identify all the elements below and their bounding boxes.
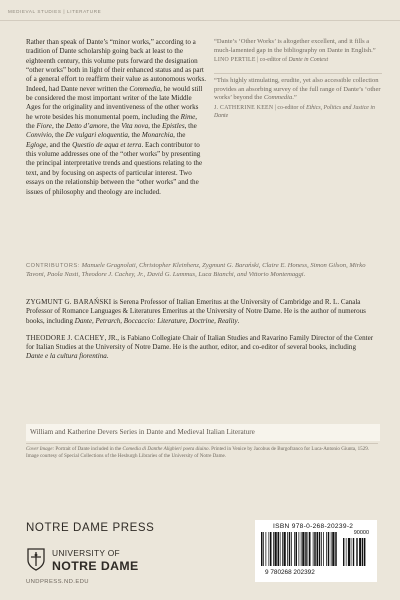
contributors bbox=[26, 262, 374, 279]
publisher-name: NOTRE DAME PRESS bbox=[26, 522, 155, 534]
credits-text-a: Portrait of Dante included in the bbox=[54, 446, 123, 452]
university-logo bbox=[26, 545, 206, 575]
barcode-bar bbox=[331, 532, 332, 566]
series-banner: William and Katherine Devers Series in Dante and Medieval Italian Literature bbox=[26, 424, 380, 441]
blurb-1-book: Dante in Context bbox=[288, 57, 329, 64]
work-title: Fiore bbox=[36, 122, 52, 131]
barcode-bar bbox=[305, 532, 307, 566]
subject-kicker: MEDIEVAL STUDIES | LITERATURE bbox=[8, 9, 102, 14]
work-title: Epistles bbox=[162, 122, 185, 131]
addon-bar bbox=[351, 538, 352, 566]
credits-text-b: . Printed in Venice by Jacobus de Burgofranco for Luca-Antonio Giunta, 1529. Image courtesy of Special Collections of the Hesburgh Libraries of the University of Notre Dame. bbox=[26, 446, 370, 459]
bio-2-name: THEODORE J. CACHEY bbox=[26, 333, 105, 342]
addon-bar bbox=[343, 538, 344, 566]
bio-cachey bbox=[26, 334, 374, 362]
barcode-bar bbox=[328, 532, 330, 566]
bio-2-text-b: . bbox=[106, 352, 109, 361]
description-fragment: , and the bbox=[46, 140, 73, 149]
contributors-label: CONTRIBUTORS: bbox=[26, 263, 81, 269]
barcode-bar bbox=[261, 532, 263, 566]
blurb-divider bbox=[214, 73, 382, 74]
blurb-1-attribution bbox=[214, 57, 382, 65]
price-addon: 90000 bbox=[353, 530, 369, 536]
description-fragment: , the bbox=[127, 131, 142, 140]
barcode-bar bbox=[296, 532, 298, 566]
top-header bbox=[0, 0, 400, 22]
blurb-1-author: LINO PERTILE bbox=[214, 57, 256, 64]
bio-1-text-b: . bbox=[237, 316, 240, 325]
blurb-1-role: | co-editor of bbox=[255, 57, 289, 64]
barcode-bar bbox=[299, 532, 300, 566]
credits-label: Cover Image: bbox=[26, 446, 55, 452]
bio-1-title: Dante, Petrarch, Boccaccio: Literature, Doctrine, Reality bbox=[74, 316, 238, 325]
editor-bios bbox=[26, 298, 374, 370]
barcode-bar bbox=[321, 532, 322, 566]
barcode-bar bbox=[280, 532, 281, 566]
work-title: Monarchia bbox=[141, 131, 174, 140]
barcode-bar bbox=[326, 532, 327, 566]
barcode-bar bbox=[289, 532, 291, 566]
blurbs-column bbox=[214, 38, 382, 128]
university-line-1: UNIVERSITY OF bbox=[52, 548, 120, 558]
description-fragment: , the bbox=[26, 112, 198, 131]
description-fragment: , the bbox=[51, 122, 66, 131]
barcode-bar bbox=[275, 532, 277, 566]
description-fragment: Rather than speak of Dante’s “minor works,” according to a tradition of Dante scholarship going back at least to the eighteenth century, this volume puts forward the designation “other works” both in light of their enhanced status and as part of a general effort to reaffirm their value as autonomous works. Indeed, had Dante never written the bbox=[26, 38, 206, 93]
bio-1-name: ZYGMUNT G. BARAŃSKI bbox=[26, 298, 112, 306]
description-fragment: , he would still be considered the most important writer of the late Middle Ages for the originality and inventiveness of the other works he wrote besides his monumental poem, including the bbox=[26, 84, 203, 121]
blurb-2-attribution bbox=[214, 105, 382, 120]
barcode-bar bbox=[273, 532, 274, 566]
barcode-bar bbox=[270, 532, 272, 566]
university-line-2: NOTRE DAME bbox=[52, 559, 139, 573]
work-title: Detto d’amore bbox=[65, 122, 108, 131]
work-title: Questio de aqua et terra bbox=[72, 140, 142, 149]
contributors-names: Manuele Gragnolati, Christopher Kleinhenz, Zygmunt G. Barański, Claire E. Honess, Simon Gilson, Mirko Tavoni, Paola Nasti, Theodore J. Cachey, Jr., David G. Lummus, Luca Bianchi, and Vittorio Montemaggi. bbox=[26, 262, 366, 278]
barcode-bar bbox=[302, 532, 304, 566]
blurb-1-text: “Dante’s ‘Other Works’ is altogether excellent, and it fills a much-lamented gap in the bibliography on Dante in English.” bbox=[214, 38, 376, 54]
addon-bar bbox=[353, 538, 354, 566]
header-rule bbox=[0, 20, 400, 21]
barcode-bar bbox=[308, 532, 309, 566]
barcode-bar bbox=[319, 532, 321, 566]
description-fragment: , the bbox=[148, 122, 163, 131]
barcode-bar bbox=[294, 532, 295, 566]
addon-bar bbox=[348, 538, 350, 566]
work-title: Vita nova bbox=[121, 122, 149, 131]
barcode-bar bbox=[323, 532, 324, 566]
series-rule bbox=[26, 443, 378, 444]
blurb-2-author: J. CATHERINE KEEN bbox=[214, 105, 274, 112]
barcode-bar bbox=[263, 532, 264, 566]
barcode-bar bbox=[291, 532, 292, 566]
description-fragment: , the bbox=[184, 122, 197, 131]
credits-title: Comedia di Danthe Alighieri poeta diuino bbox=[122, 446, 209, 452]
barcode-bar bbox=[314, 532, 316, 566]
work-title: Convivio bbox=[26, 131, 52, 140]
addon-bar bbox=[362, 538, 363, 566]
blurb-2-book: Ethics, Politics and Justice in Dante bbox=[214, 105, 375, 119]
barcode-bar bbox=[278, 532, 280, 566]
barcode-bar bbox=[287, 532, 288, 566]
barcode-bar bbox=[301, 532, 302, 566]
blurb-1 bbox=[214, 38, 382, 65]
cover-credits bbox=[26, 446, 374, 459]
work-title: Rime bbox=[180, 112, 196, 121]
barcode-bars bbox=[261, 532, 371, 568]
description-fragment: . Each contributor to this volume addresses one of the “other works” by presenting the principal interpretative trends and questions relating to the text, and by focusing on aspects of particular interest. Two essays on the relationship between the “other works” and the issues of philosophy and theology are included. bbox=[26, 140, 203, 196]
work-title: De vulgari eloquentia bbox=[65, 131, 128, 140]
blurb-2 bbox=[214, 77, 382, 120]
barcode-bar bbox=[335, 532, 337, 566]
addon-bar bbox=[359, 538, 361, 566]
barcode-bar bbox=[332, 532, 334, 566]
barcode-number: 9 780268 202392 bbox=[265, 569, 315, 576]
addon-bar bbox=[346, 538, 347, 566]
isbn-label: ISBN 978-0-268-20239-2 bbox=[273, 523, 354, 530]
barcode-bar bbox=[269, 532, 270, 566]
barcode-bar bbox=[309, 532, 311, 566]
description-fragment: , the bbox=[107, 122, 122, 131]
bio-1-text-a: is Serena Professor of Italian Emeritus at the University of Cambridge and R. L. Canala Professor of Romance Languages & Literatures Emeritus at the University of Notre Dame. He is the author of numerous books, including bbox=[26, 298, 366, 325]
work-title: Commedia bbox=[129, 84, 161, 93]
university-seal-icon bbox=[26, 547, 46, 571]
blurb-2-text-title: Commedia bbox=[263, 94, 293, 102]
blurb-2-text-c: .” bbox=[292, 94, 297, 102]
barcode-bar bbox=[282, 532, 283, 566]
barcode-bar bbox=[284, 532, 286, 566]
blurb-2-text-a: “This highly stimulating, erudite, yet also accessible collection provides an absorbing survey of the full range of Dante’s ‘other works’ beyond the bbox=[214, 77, 381, 102]
addon-bar bbox=[364, 538, 365, 566]
barcode-bar bbox=[317, 532, 319, 566]
description-text bbox=[26, 38, 206, 197]
work-title: Egloge bbox=[26, 140, 47, 149]
addon-bar bbox=[356, 538, 357, 566]
barcode-bar bbox=[266, 532, 267, 566]
publisher-url[interactable]: UNDPRESS.ND.EDU bbox=[26, 579, 89, 585]
description-fragment: , the bbox=[173, 131, 186, 140]
barcode-bar bbox=[313, 532, 314, 566]
bio-baranski bbox=[26, 298, 374, 326]
isbn-barcode bbox=[255, 520, 377, 582]
blurb-2-role: | co-editor of bbox=[273, 105, 307, 112]
bio-2-title: Dante e la cultura fiorentina bbox=[26, 352, 107, 361]
bio-2-text-a: , JR., is Fabiano Collegiate Chair of Italian Studies and Ravarino Family Director of the Center for Italian Studies at the University of Notre Dame. He is the author, editor, and co-editor of several books, including bbox=[26, 333, 374, 351]
description-fragment: , the bbox=[51, 131, 66, 140]
